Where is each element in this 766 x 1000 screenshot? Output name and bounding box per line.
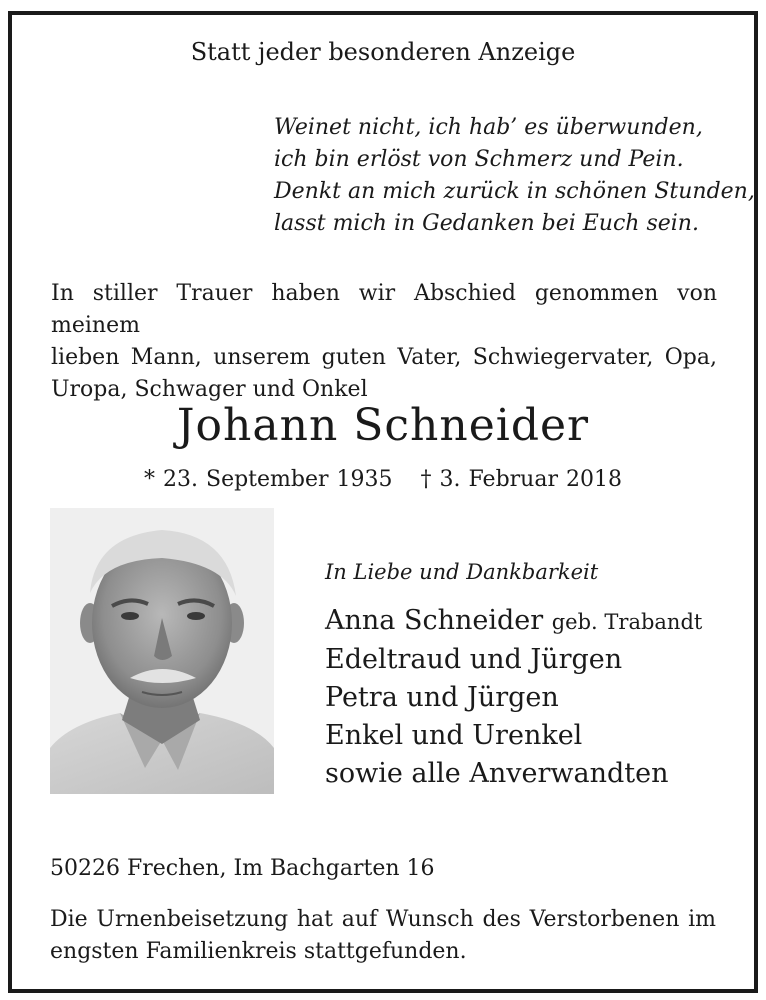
portrait-illustration (50, 508, 274, 794)
intro-text (51, 278, 717, 406)
poem-line: Weinet nicht, ich hab’ es überwunden, (274, 115, 703, 140)
deceased-name: Johann Schneider (176, 400, 590, 451)
portrait-photo (50, 508, 274, 794)
poem (274, 112, 755, 240)
closing-line: engsten Familienkreis stattgefunden. (50, 939, 467, 964)
closing-line: Die Urnenbeisetzung hat auf Wunsch des Verstorbenen im (50, 907, 716, 932)
family-member: Petra und Jürgen (325, 682, 559, 713)
spouse-line (325, 602, 702, 641)
birth-date: * 23. September 1935 (144, 467, 393, 492)
spouse-maiden-name: geb. Trabandt (551, 610, 703, 634)
family-list (325, 602, 702, 793)
family-member: Edeltraud und Jürgen (325, 644, 623, 675)
poem-line: ich bin erlöst von Schmerz und Pein. (274, 147, 684, 172)
spouse-name: Anna Schneider (325, 605, 544, 636)
dedication: In Liebe und Dankbarkeit (325, 560, 599, 584)
notice-header: Statt jeder besonderen Anzeige (190, 38, 576, 66)
closing-text (50, 904, 716, 968)
address: 50226 Frechen, Im Bachgarten 16 (50, 856, 435, 881)
intro-line: In stiller Trauer haben wir Abschied genommen von meinem (51, 281, 717, 338)
poem-line: Denkt an mich zurück in schönen Stunden, (274, 179, 755, 204)
poem-line: lasst mich in Gedanken bei Euch sein. (274, 211, 699, 236)
family-member: Enkel und Urenkel (325, 720, 583, 751)
family-member: sowie alle Anverwandten (325, 758, 669, 789)
intro-line: lieben Mann, unserem guten Vater, Schwiegervater, Opa, (51, 345, 717, 370)
life-dates (0, 467, 766, 492)
intro-line: Uropa, Schwager und Onkel (51, 377, 368, 402)
death-date: † 3. Februar 2018 (420, 467, 622, 492)
